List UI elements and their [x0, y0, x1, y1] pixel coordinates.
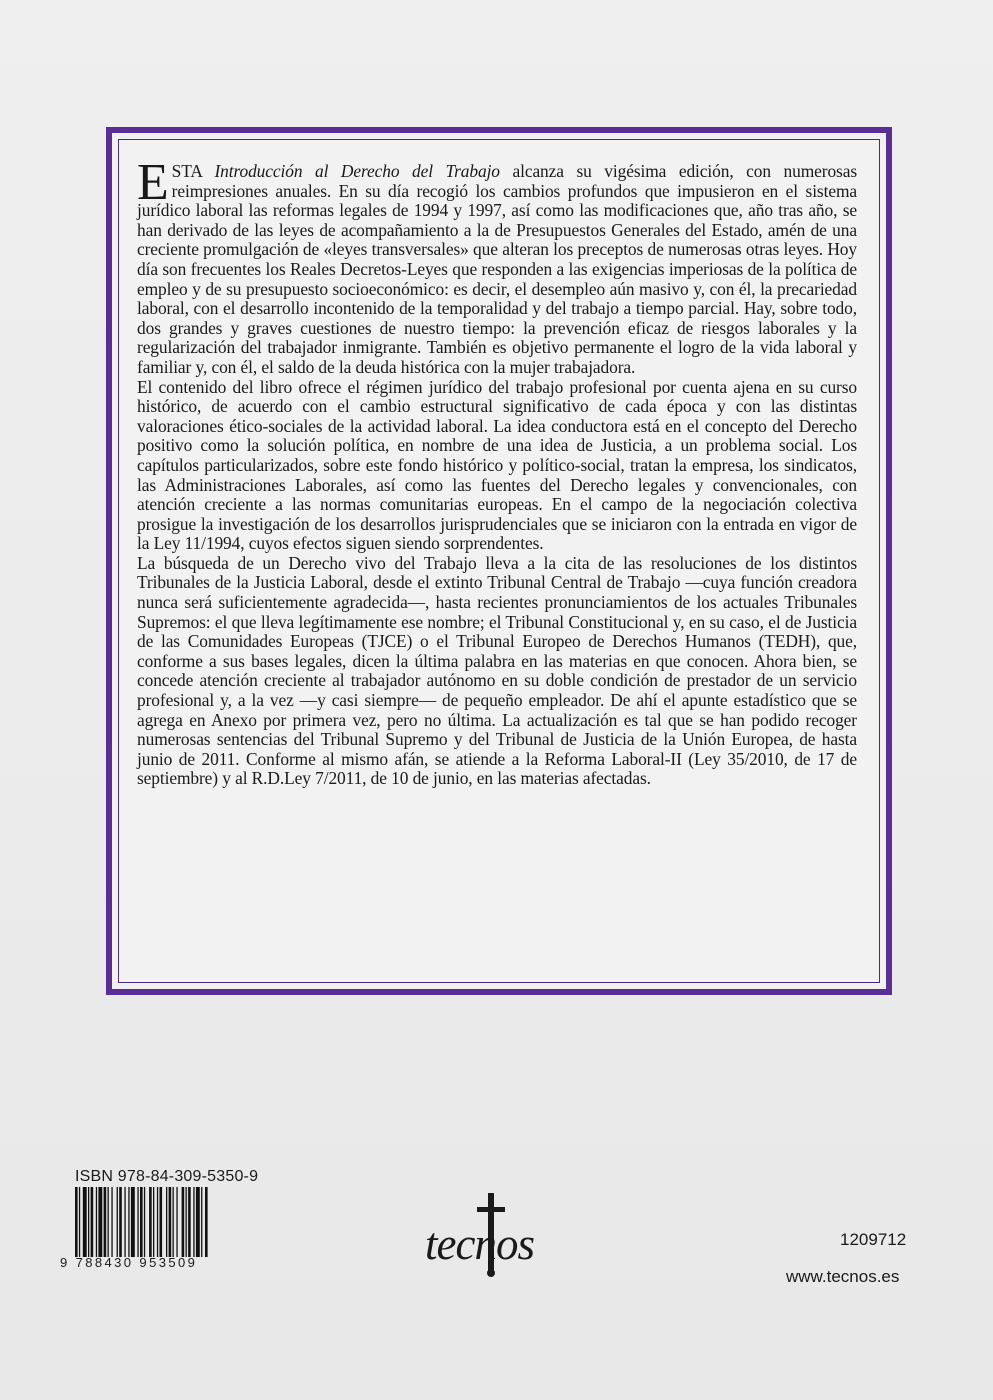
barcode-bar — [131, 1187, 135, 1257]
book-title: Introducción al Derecho del Trabajo — [214, 161, 500, 181]
barcode-bar — [128, 1187, 129, 1257]
barcode-bar — [119, 1187, 122, 1257]
barcode-bar — [83, 1187, 87, 1257]
blurb-paragraph-1 — [137, 154, 858, 378]
barcode-bar — [98, 1187, 102, 1257]
barcode — [75, 1187, 251, 1257]
barcode-bar — [104, 1187, 107, 1257]
barcode-bar — [173, 1187, 174, 1257]
barcode-bar — [79, 1187, 80, 1257]
barcode-bar — [111, 1187, 112, 1257]
barcode-bar — [117, 1187, 118, 1257]
blurb-paragraph-2: El contenido del libro ofrece el régimen jurídico del trabajo profesional por cuenta ajena en su curso histórico, de acuerdo con el cambio estructural significativo de cada época y con las distintas valoraciones ético-sociales de la actividad laboral. La idea conductora está en el concepto del Derecho positivo como la solución política, en nombre de una idea de Justicia, a un problema social. Los capítulos particularizados, sobre este fondo histórico y político-social, tratan la empresa, los sindicatos, las Administraciones Laborales, así como las fuentes del Derecho legales y convencionales, con atención creciente a las normas comunitarias europeas. En el campo de la negociación colectiva prosigue la investigación de los desarrollos jurisprudenciales que se iniciaron con la entrada en vigor de la Ley 11/1994, cuyos efectos siguen siendo sorprendentes. — [137, 376, 857, 554]
barcode-bar — [176, 1187, 177, 1257]
drop-cap: E — [137, 154, 169, 211]
publisher-logo — [425, 1193, 555, 1278]
publisher-website[interactable]: www.tecnos.es — [786, 1267, 900, 1286]
barcode-bar — [160, 1187, 163, 1257]
publisher-logo-text: tecnos — [425, 1219, 534, 1269]
barcode-bar — [96, 1187, 97, 1257]
reference-number: 1209712 — [840, 1230, 907, 1249]
barcode-bar — [144, 1187, 145, 1257]
blurb-lead: STA — [171, 161, 215, 181]
blurb-p1-rest: alcanza su vigésima edición, con numerosas reimpresiones anuales. En su día recogió los cambios profundos que impusieron en el sistema jurídico laboral las reformas legales de 1994 y 1997, así como las modificaciones que, año tras año, se han derivado de las leyes de acompañamiento a la de Presupuestos Generales del Estado, amén de una creciente promulgación de «leyes transversales» que alteran los preceptos de numerosas otras leyes. Hoy día son frecuentes los Reales Decretos-Leyes que responden a las exigencias imperiosas de la política de empleo y de su presupuesto socioeconómico: es decir, el desempleo aún masivo y, con él, la precariedad laboral, con el desarrollo incontenido de la temporalidad y del trabajo a tiempo parcial. Hay, sobre todo, dos grandes y graves cuestiones de nuestro tiempo: la prevención eficaz de riesgos laborales y la regularización del trabajador inmigrante. También es objetivo permanente el logro de la vida laboral y familiar y, con él, el saldo de la deuda histórica con la mujer trabajadora. — [137, 161, 858, 377]
barcode-bar — [124, 1187, 125, 1257]
blurb-paragraph-3: La búsqueda de un Derecho vivo del Trabajo lleva a la cita de las resoluciones de los distintos Tribunales de la Justicia Laboral, desde el extinto Tribunal Central de Trabajo —cuya función creadora nunca será suficientemente agradecida—, hasta recientes pronunciamientos de los actuales Tribunales Supremos: el que lleva legítimamente ese nombre; el Tribunal Constitucional y, en su caso, el de Justicia de las Comunidades Europeas (TJCE) o el Tribunal Europeo de Derechos Humanos (TEDH), que, conforme a sus bases legales, dicen la última palabra en las materias en que conocen. Ahora bien, se concede atención creciente al trabajador autónomo en su doble condición de prestador de un servicio profesional y, a la vez —y casi siempre— de pequeño empleador. De ahí el apunte estadístico que se agrega en Anexo por primera vez, pero no última. La actualización es tal que se han podido recoger numerosas sentencias del Tribunal Supremo y del Tribunal de Justicia de la Unión Europea, de hasta junio de 2011. Conforme al mismo afán, se atiende a la Reforma Laboral-II (Ley 35/2010, de 17 de septiembre) y al R.D.Ley 7/2011, de 10 de junio, en las materias afectadas. — [137, 552, 857, 789]
barcode-bar — [186, 1187, 187, 1257]
barcode-bar — [91, 1187, 94, 1257]
barcode-bar — [182, 1187, 185, 1257]
blurb-text — [137, 154, 858, 789]
barcode-bar — [205, 1187, 208, 1257]
barcode-bar — [169, 1187, 172, 1257]
barcode-bar — [188, 1187, 191, 1257]
barcode-bar — [108, 1187, 109, 1257]
barcode-bar — [140, 1187, 143, 1257]
barcode-bar — [153, 1187, 154, 1257]
barcode-bar — [149, 1187, 152, 1257]
barcode-bar — [193, 1187, 194, 1257]
barcode-bar — [196, 1187, 200, 1257]
barcode-bar — [166, 1187, 167, 1257]
barcode-bar — [75, 1187, 78, 1257]
barcode-digits: 9 788430 953509 — [60, 1255, 198, 1270]
isbn-label: ISBN 978-84-309-5350-9 — [75, 1168, 259, 1185]
barcode-bar — [88, 1187, 89, 1257]
barcode-bar — [201, 1187, 202, 1257]
barcode-bar — [137, 1187, 138, 1257]
barcode-bar — [157, 1187, 158, 1257]
